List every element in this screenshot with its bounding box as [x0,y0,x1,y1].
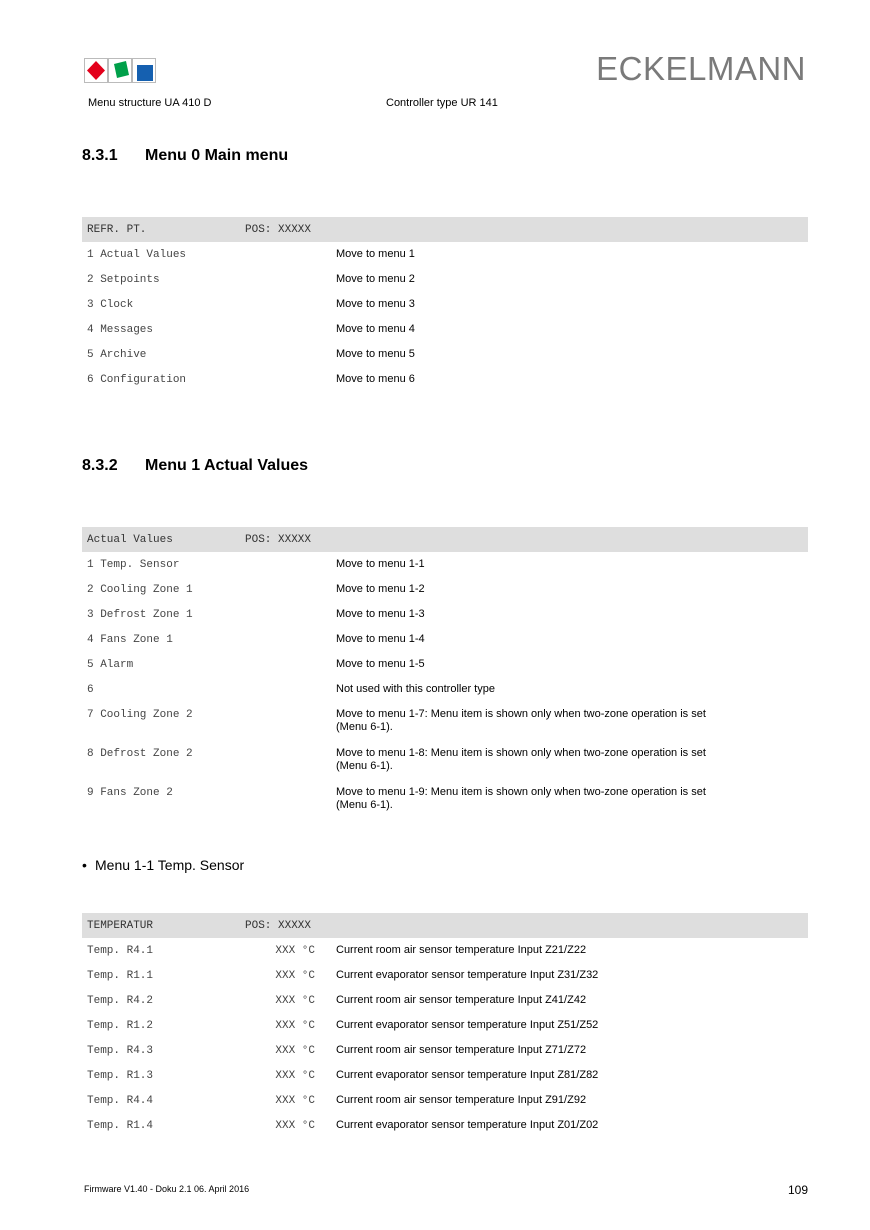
temperature-table [82,913,808,1138]
table-row [82,602,808,627]
table-row [82,1063,808,1088]
row-key: 7 Cooling Zone 2 [87,709,193,721]
row-key: 6 [87,684,94,696]
table-header [82,913,808,938]
section-number: 8.3.2 [82,457,118,474]
table-row [82,552,808,577]
row-desc: Move to menu 3 [336,298,415,310]
row-desc: Not used with this controller type [336,683,495,695]
table-row [82,317,808,342]
bullet-icon: • [82,857,87,873]
row-key: 5 Alarm [87,659,134,671]
row-desc: Move to menu 1-9: Menu item is shown only when two-zone operation is set (Menu 6-1). [336,786,706,811]
section-number: 8.3.1 [82,147,118,164]
table-header-title: REFR. PT. [87,224,147,236]
row-desc: Move to menu 1 [336,248,415,260]
row-key: 5 Archive [87,349,147,361]
row-key: Temp. R1.3 [87,1070,154,1082]
footer-firmware-info: Firmware V1.40 - Doku 2.1 06. April 2016 [84,1184,250,1194]
row-desc: Move to menu 1-1 [336,558,425,570]
row-key: Temp. R4.3 [87,1045,154,1057]
row-value: XXX °C [275,1070,315,1082]
table-row [82,1113,808,1138]
table-row [82,577,808,602]
row-key: 6 Configuration [87,374,187,386]
row-key: 8 Defrost Zone 2 [87,748,193,760]
row-key: Temp. R4.1 [87,945,154,957]
table-row [82,702,808,741]
header-document-title: Menu structure UA 410 D [88,97,212,109]
table-row [82,1088,808,1113]
row-desc: Move to menu 4 [336,323,415,335]
row-desc: Move to menu 1-3 [336,608,425,620]
table-row [82,292,808,317]
row-key: 1 Temp. Sensor [87,559,180,571]
table-row [82,242,808,267]
row-value: XXX °C [275,1095,315,1107]
table-row [82,1013,808,1038]
row-value: XXX °C [275,1045,315,1057]
section-heading-8-3-2 [82,457,308,475]
row-value: XXX °C [275,945,315,957]
brand-wordmark: ECKELMANN [596,50,806,87]
table-header-title: Actual Values [87,534,173,546]
row-key: 2 Cooling Zone 1 [87,584,193,596]
table-row [82,1038,808,1063]
row-key: Temp. R1.2 [87,1020,154,1032]
row-desc: Current evaporator sensor temperature Input Z31/Z32 [336,969,599,981]
table-row [82,741,808,780]
row-value: XXX °C [275,970,315,982]
submenu-bullet-heading [82,857,244,873]
row-desc: Current room air sensor temperature Input Z21/Z22 [336,944,587,956]
row-desc: Current room air sensor temperature Input Z91/Z92 [336,1094,587,1106]
row-key: 2 Setpoints [87,274,160,286]
table-row [82,988,808,1013]
row-key: Temp. R1.4 [87,1120,154,1132]
table-header-pos: POS: XXXXX [245,920,312,932]
row-key: 1 Actual Values [87,249,187,261]
bullet-text: Menu 1-1 Temp. Sensor [95,857,245,873]
table-row [82,342,808,367]
section-title: Menu 0 Main menu [145,147,289,164]
row-desc: Move to menu 1-8: Menu item is shown only when two-zone operation is set (Menu 6-1). [336,747,706,772]
row-desc: Current room air sensor temperature Input Z71/Z72 [336,1044,587,1056]
table-header-pos: POS: XXXXX [245,224,312,236]
table-row [82,963,808,988]
row-value: XXX °C [275,995,315,1007]
row-desc: Current evaporator sensor temperature Input Z51/Z52 [336,1019,599,1031]
eckelmann-logo [84,58,156,83]
row-key: Temp. R1.1 [87,970,154,982]
main-menu-table [82,217,808,392]
row-desc: Move to menu 1-2 [336,583,425,595]
table-row [82,938,808,963]
table-header [82,527,808,552]
row-key: Temp. R4.2 [87,995,154,1007]
row-value: XXX °C [275,1120,315,1132]
table-header [82,217,808,242]
row-desc: Move to menu 5 [336,348,415,360]
row-desc: Current room air sensor temperature Input Z41/Z42 [336,994,587,1006]
header-controller-type: Controller type UR 141 [386,97,498,109]
page-number: 109 [787,1183,808,1197]
row-value: XXX °C [275,1020,315,1032]
table-row [82,367,808,392]
row-desc: Current evaporator sensor temperature Input Z81/Z82 [336,1069,599,1081]
row-key: 9 Fans Zone 2 [87,787,173,799]
row-desc: Current evaporator sensor temperature Input Z01/Z02 [336,1119,599,1131]
table-row [82,652,808,677]
row-key: 4 Fans Zone 1 [87,634,173,646]
row-key: 3 Defrost Zone 1 [87,609,193,621]
row-key: 3 Clock [87,299,134,311]
table-header-pos: POS: XXXXX [245,534,312,546]
section-title: Menu 1 Actual Values [145,457,309,474]
row-desc: Move to menu 2 [336,273,415,285]
actual-values-table [82,527,808,819]
table-row [82,627,808,652]
row-key: Temp. R4.4 [87,1095,154,1107]
table-row [82,267,808,292]
table-row [82,780,808,819]
row-desc: Move to menu 1-7: Menu item is shown only when two-zone operation is set (Menu 6-1). [336,708,706,733]
table-row [82,677,808,702]
section-heading-8-3-1 [82,147,288,165]
row-desc: Move to menu 1-4 [336,633,425,645]
row-desc: Move to menu 1-5 [336,658,425,670]
table-header-title: TEMPERATUR [87,920,154,932]
row-desc: Move to menu 6 [336,373,415,385]
row-key: 4 Messages [87,324,154,336]
